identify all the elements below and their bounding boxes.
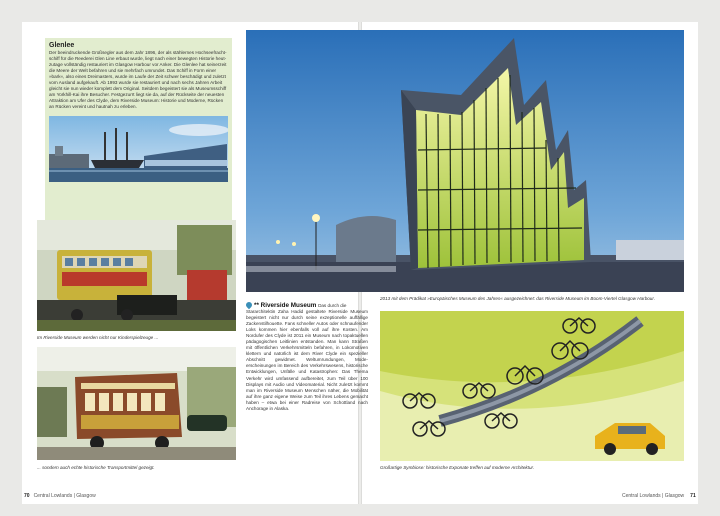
footer-left-text: Central Lowlands | Glasgow	[33, 493, 96, 499]
glenlee-harbour-photo	[49, 116, 228, 182]
footer-right	[622, 493, 696, 499]
riverside-article	[246, 302, 368, 412]
transport-caption: ... sondern auch echte historische Transportmittel gezeigt.	[37, 465, 155, 470]
riverside-title: Riverside Museum	[260, 302, 317, 309]
riverside-lead: Das durch die	[318, 303, 347, 308]
glenlee-text: Der beeindruckende Großsegler aus dem Jahr 1896, der als stählernes Hochseefrachtschiff für die Reederei Glen Line erbaut wurde, liegt nach einer bewegten Historie heutzutage vollständig restauriert im Glasgow Harbour vor Anker. Die Glenlee hat seinerzeit die Meere der Welt befahren und sie mehrfach umrundet. Das Schiff in Form einer »bark«, also eines Dreimasters, wurde im Laufe der Zeit schwer beschädigt und zuletzt vom Ausland aufgekauft. Ab 1993 wurde sie restauriert und nach sechs Jahren Arbeit gleicht sie nun wieder komplett dem Original. Seitdem begeistert sie als Museumsschiff am Yorkhill-Kai ihre Besucher. Festgezurrt liegt sie da, auf der Rückseite der neuesten Attraktion am Ufer des Clyde, dem Riverside Museum: Historie und Moderne, Rücken an Rücken vereint und hautnah zu erleben.	[49, 50, 227, 109]
toys-photo	[37, 220, 236, 331]
riverside-stars: **	[254, 302, 259, 309]
glenlee-box	[45, 38, 232, 231]
footer-left	[24, 493, 96, 499]
page-number-left: 70	[24, 493, 30, 499]
transport-photo	[37, 347, 236, 460]
footer-right-text: Central Lowlands | Glasgow	[622, 493, 685, 499]
bikes-caption: Großartige Symbiose: historische Exponate treffen auf moderne Architektur.	[380, 465, 535, 470]
map-pin-icon	[245, 301, 253, 309]
riverside-text: Stararchitektin Zaha Hadid gestaltete Riverside Museum begeistert nicht nur durch seine exzeptionelle auffällige Zackenstilhouette. Fans schneller Autos oder schnaufender Loks kommen hier ebenfalls voll auf ihre Kosten. Am Nordufer des Clyde ist 2011 ein Museum nach topaktuellen pädagogischen Leitlinien entstanden. Man kann Straßen mit öffentlichen Verkehrsmitteln befahren, in Lokomotiven klettern und natürlich ist dem River Clyde ein spezieller Abschnitt gewidmet. Weltumrundungen, Modeerscheinungen im Bereich des Verkehrswesens, historische Entwicklungen, Unfälle und Katastrophen: Das Thema Verkehr wird umfassend aufbereitet, zum Teil über 100 Displays mit Audio und Videomaterial. Nicht zuletzt kommt man im Riverside Museum Menschen näher, die Mobilität auf ihre ganz eigene Weise zum Teil ihres Lebens gemacht haben – etwa bei einer Radreise von Schottland nach Anchorage in Alaska.	[246, 309, 368, 411]
toys-caption: Im Riverside Museum werden nicht nur Kinderspielzeuge ...	[37, 335, 159, 340]
museum-photo	[246, 30, 684, 292]
glenlee-title: Glenlee	[49, 42, 75, 49]
bikes-photo	[380, 311, 684, 461]
page-number-right: 71	[690, 493, 696, 499]
museum-caption: 2013 mit dem Prädikat »Europäisches Museum des Jahres« ausgezeichnet: das Riverside Museum im Boom-Viertel Glasgow Harbour.	[380, 296, 655, 301]
riverside-heading	[246, 302, 368, 309]
